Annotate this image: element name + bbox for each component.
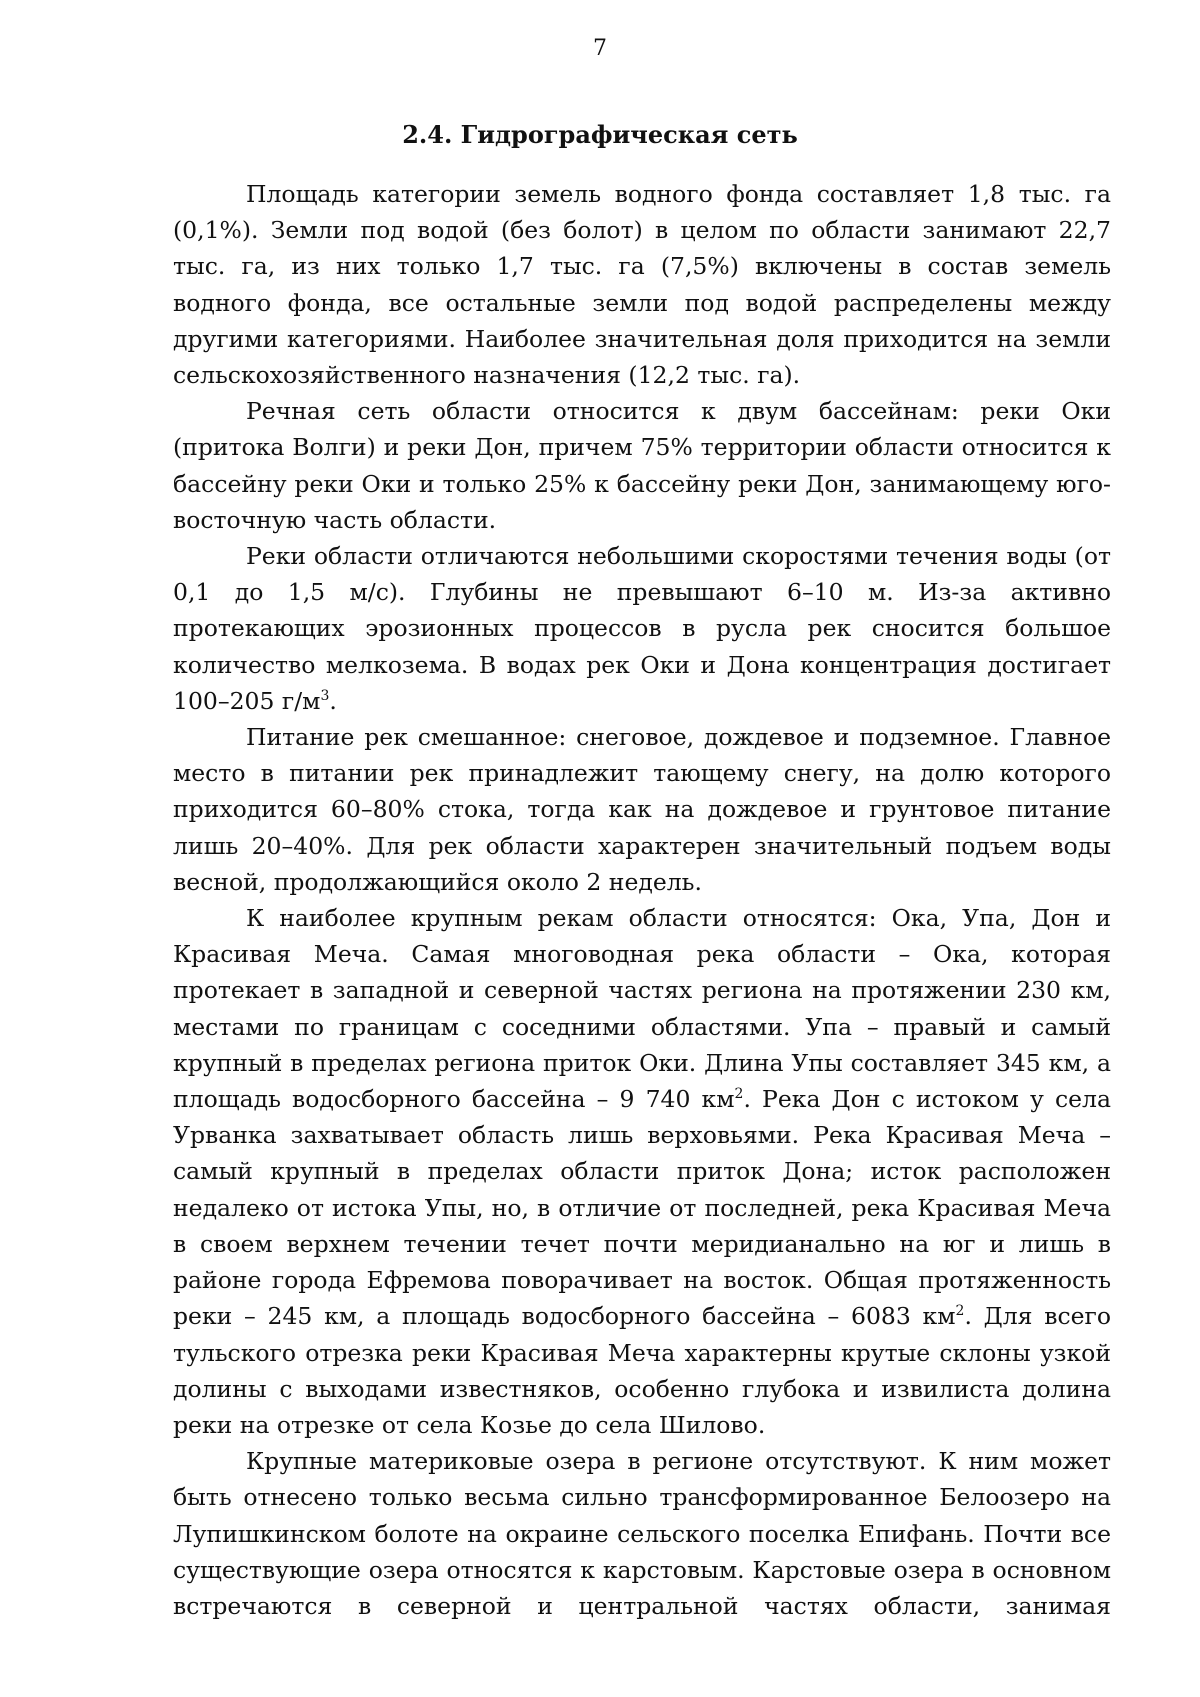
body-text <box>173 176 1111 1624</box>
paragraph-text: Речная сеть области относится к двум бассейнам: реки Оки (притока Волги) и реки Дон, причем 75% территории области относится к бассейну реки Оки и только 25% к бассейну реки Дон, занимающему юго-восточную часть области. <box>173 397 1111 534</box>
page-number: 7 <box>593 36 607 61</box>
paragraph-text: Питание рек смешанное: снеговое, дождевое и подземное. Главное место в питании рек принадлежит тающему снегу, на долю которого приходится 60–80% стока, тогда как на дождевое и грунтовое питание лишь 20–40%. Для рек области характерен значительный подъем воды весной, продолжающийся около 2 недель. <box>173 723 1111 896</box>
paragraph-text: Площадь категории земель водного фонда составляет 1,8 тыс. га (0,1%). Земли под водой (без болот) в целом по области занимают 22,7 тыс. га, из них только 1,7 тыс. га (7,5%) включены в состав земель водного фонда, все остальные земли под водой распределены между другими категориями. Наиболее значительная доля приходится на земли сельскохозяйственного назначения (12,2 тыс. га). <box>173 180 1111 390</box>
paragraph-river-feeding <box>173 719 1111 900</box>
paragraph-text: . Река Дон с истоком у села Урванка захватывает область лишь верховьями. Река Красивая Меча – самый крупный в пределах области приток Дона; исток расположен недалеко от истока Упы, но, в отличие от последней, река Красивая Меча в своем верхнем течении течет почти меридианально на юг и лишь в районе города Ефремова поворачивает на восток. Общая протяженность реки – 245 км, а площадь водосборного бассейна – 6083 км <box>173 1085 1111 1331</box>
superscript: 3 <box>320 688 330 705</box>
paragraph-text: . Для всего тульского отрезка реки Красивая Меча характерны крутые склоны узкой долины с выходами известняков, особенно глубока и извилиста долина реки на отрезке от села Козье до села Шилово. <box>173 1302 1111 1439</box>
paragraph-text: Реки области отличаются небольшими скоростями течения воды (от 0,1 до 1,5 м/с). Глубины не превышают 6–10 м. Из-за активно протекающих эрозионных процессов в русла рек сносится большое количество мелкозема. В водах рек Оки и Дона концентрация достигает 100–205 г/м <box>173 542 1111 715</box>
superscript: 2 <box>955 1303 965 1320</box>
paragraph-major-rivers <box>173 900 1111 1443</box>
paragraph-text: . <box>329 686 337 715</box>
paragraph-water-fund <box>173 176 1111 393</box>
paragraph-text: К наиболее крупным рекам области относятся: Ока, Упа, Дон и Красивая Меча. Самая многоводная река области – Ока, которая протекает в западной и северной частях региона на протяжении 230 км, местами по границам с соседними областями. Упа – правый и самый крупный в пределах региона приток Оки. Длина Упы составляет 345 км, а площадь водосборного бассейна – 9 740 км <box>173 904 1111 1114</box>
paragraph-flow-speed <box>173 538 1111 719</box>
paragraph-text: Крупные материковые озера в регионе отсутствуют. К ним может быть отнесено только весьма сильно трансформированное Белоозеро на Лупишкинском болоте на окраине сельского поселка Епифань. Почти все существующие озера относятся к карстовым. Карстовые озера в основном встречаются в северной и центральной частях области, занимая <box>173 1447 1111 1620</box>
paragraph-river-basins <box>173 393 1111 538</box>
paragraph-lakes <box>173 1443 1111 1624</box>
section-heading: 2.4. Гидрографическая сеть <box>402 120 798 149</box>
superscript: 2 <box>734 1086 744 1103</box>
